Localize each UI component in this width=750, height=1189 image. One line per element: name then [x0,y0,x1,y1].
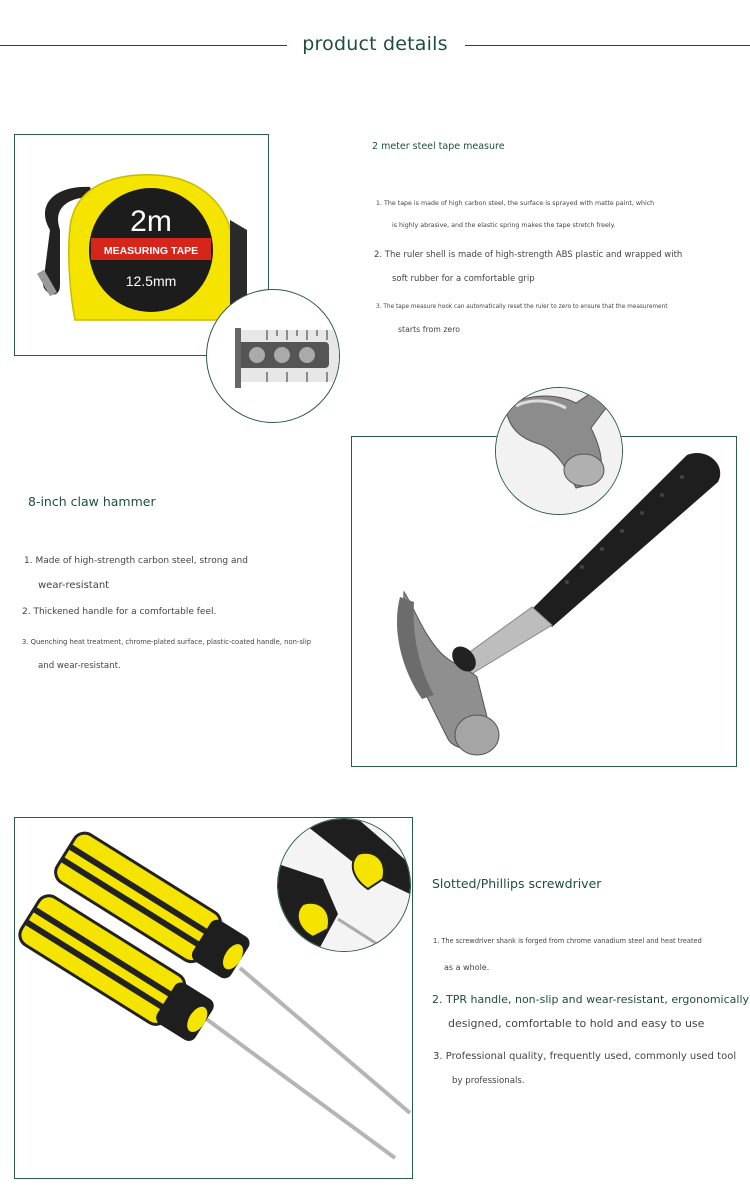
tape-item-3-line1: 3. The tape measure hook can automatically reset the ruler to zero to ensure that the measurement [376,304,668,310]
screwdriver-item-3-line1: 3. Professional quality, frequently used, commonly used tool [433,1051,737,1062]
screwdriver-item-2-line2: designed, comfortable to hold and easy to use [448,1017,705,1030]
tape-hook-detail-circle [206,289,340,423]
hammer-title: 8-inch claw hammer [28,494,156,509]
hammer-item-3-line2: and wear-resistant. [38,661,121,671]
tape-item-1-line2: is highly abrasive, and the elastic spring makes the tape stretch freely. [392,222,616,229]
screwdriver-item-2-line1: 2. TPR handle, non-slip and wear-resistant, ergonomically [432,993,750,1006]
screwdriver-handle-detail-circle [277,818,411,952]
hammer-head-detail-circle [495,387,623,515]
screwdriver-item-1-line2: as a whole. [444,963,490,972]
screwdriver-item-3-line2: by professionals. [452,1076,525,1086]
hammer-item-1-line1: 1. Made of high-strength carbon steel, strong and [24,556,248,566]
header-line-right [465,45,750,46]
tape-label-small: 12.5mm [125,273,177,289]
tape-title: 2 meter steel tape measure [372,141,505,152]
hammer-item-1-line2: wear-resistant [38,580,110,591]
tape-item-2-line2: soft rubber for a comfortable grip [392,274,535,284]
tape-item-1-line1: 1. The tape is made of high carbon steel, the surface is sprayed with matte paint, which [376,200,655,207]
screwdriver-item-1-line1: 1. The screwdriver shank is forged from chrome vanadium steel and heat treated [433,937,702,945]
screwdriver-title: Slotted/Phillips screwdriver [432,876,602,891]
hammer-item-2-line1: 2. Thickened handle for a comfortable feel. [22,607,217,617]
tape-item-2-line1: 2. The ruler shell is made of high-strength ABS plastic and wrapped with [374,250,683,260]
hammer-item-3-line1: 3. Quenching heat treatment, chrome-plated surface, plastic-coated handle, non-slip [22,638,312,646]
tape-label-big: 2m [130,205,172,238]
tape-label-band: MEASURING TAPE [103,245,199,257]
tape-item-3-line2: starts from zero [398,325,461,334]
page-title: product details [302,33,448,55]
